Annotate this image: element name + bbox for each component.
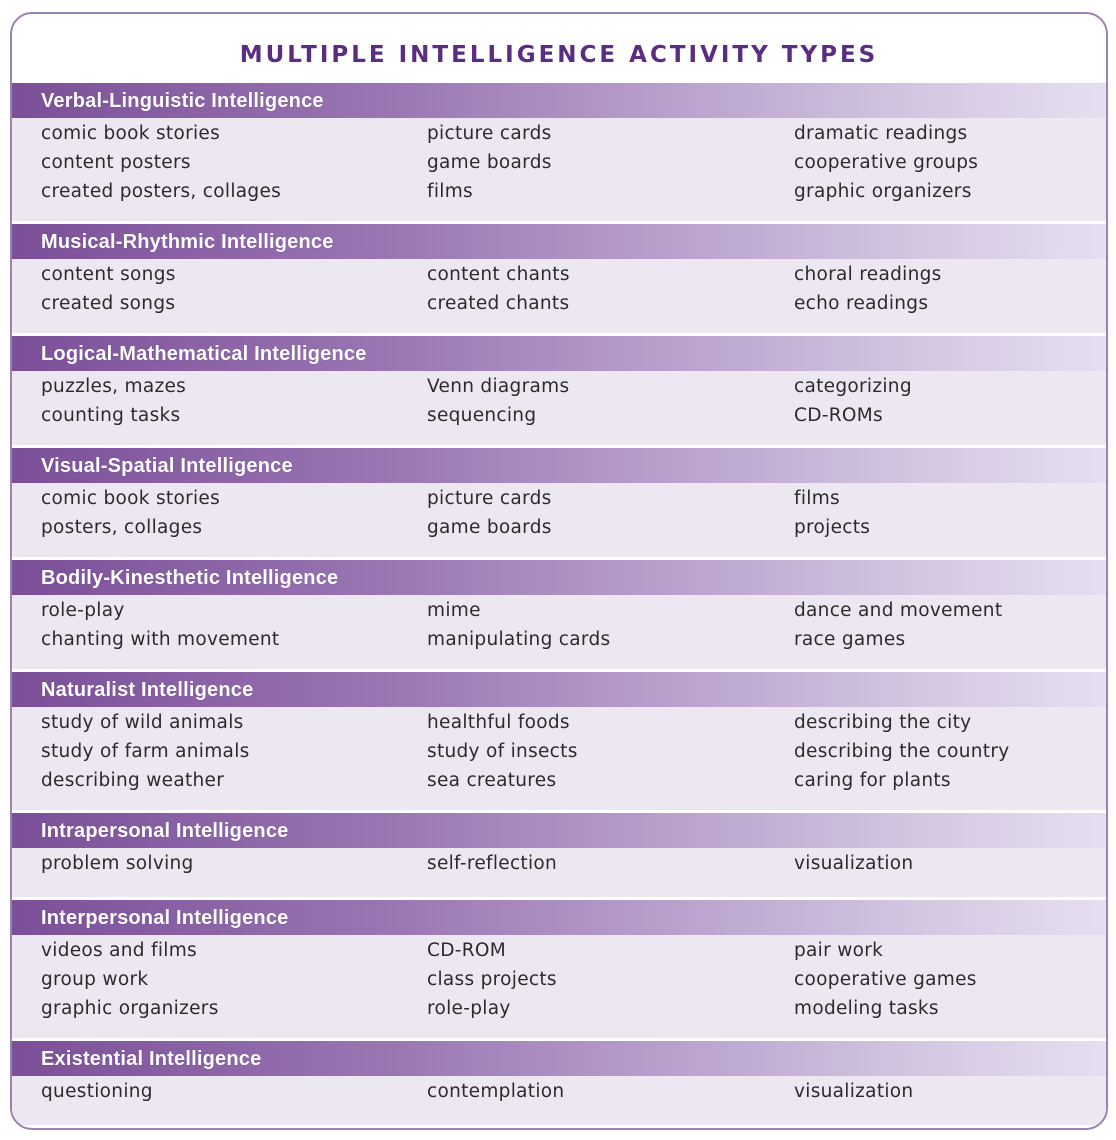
activity-item: videos and films	[41, 940, 197, 961]
intelligence-section	[12, 1041, 1106, 1125]
intelligence-section	[12, 448, 1106, 557]
activity-item: comic book stories	[41, 123, 221, 144]
activity-item: projects	[794, 517, 871, 538]
intelligence-section	[12, 900, 1106, 1038]
activity-item: study of wild animals	[41, 712, 244, 733]
section-header: Naturalist Intelligence	[12, 672, 1106, 707]
activity-item: pair work	[794, 940, 884, 961]
activity-item: posters, collages	[41, 517, 203, 538]
section-header: Musical-Rhythmic Intelligence	[12, 224, 1106, 259]
section-header: Interpersonal Intelligence	[12, 900, 1106, 935]
section-body	[12, 707, 1106, 810]
activity-row	[12, 708, 1106, 737]
activity-item: visualization	[794, 853, 914, 874]
activity-item: CD-ROM	[427, 940, 507, 961]
intelligence-section	[12, 672, 1106, 810]
activity-item: game boards	[427, 517, 552, 538]
activity-item: visualization	[794, 1081, 914, 1102]
activity-item: problem solving	[41, 853, 194, 874]
activity-item: content chants	[427, 264, 570, 285]
activity-item: cooperative games	[794, 969, 977, 990]
activity-item: dance and movement	[794, 600, 1003, 621]
intelligence-section	[12, 813, 1106, 897]
activity-item: echo readings	[794, 293, 929, 314]
activity-row	[12, 289, 1106, 318]
activity-item: graphic organizers	[794, 181, 972, 202]
section-body	[12, 118, 1106, 221]
intelligence-section	[12, 336, 1106, 445]
activity-row	[12, 148, 1106, 177]
activity-item: categorizing	[794, 376, 912, 397]
section-body	[12, 259, 1106, 333]
activity-row	[12, 513, 1106, 542]
section-body	[12, 371, 1106, 445]
activity-item: race games	[794, 629, 906, 650]
activity-item: picture cards	[427, 488, 552, 509]
activity-row	[12, 936, 1106, 965]
activity-item: dramatic readings	[794, 123, 968, 144]
activity-row	[12, 994, 1106, 1023]
activity-row	[12, 484, 1106, 513]
activity-row	[12, 372, 1106, 401]
activity-item: content songs	[41, 264, 176, 285]
intelligence-section	[12, 560, 1106, 669]
activity-row	[12, 596, 1106, 625]
activity-row	[12, 766, 1106, 795]
activity-item: manipulating cards	[427, 629, 611, 650]
section-body	[12, 935, 1106, 1038]
activity-item: created songs	[41, 293, 176, 314]
activity-item: group work	[41, 969, 149, 990]
activity-item: class projects	[427, 969, 557, 990]
section-header: Existential Intelligence	[12, 1041, 1106, 1076]
activity-item: questioning	[41, 1081, 153, 1102]
activity-item: comic book stories	[41, 488, 221, 509]
activity-item: describing weather	[41, 770, 225, 791]
intelligence-section	[12, 224, 1106, 333]
activity-item: content posters	[41, 152, 191, 173]
activity-row	[12, 401, 1106, 430]
activity-item: CD-ROMs	[794, 405, 883, 426]
activity-item: puzzles, mazes	[41, 376, 187, 397]
activity-item: describing the country	[794, 741, 1010, 762]
page-title: MULTIPLE INTELLIGENCE ACTIVITY TYPES	[239, 42, 879, 68]
activity-row	[12, 1077, 1106, 1106]
section-header: Bodily-Kinesthetic Intelligence	[12, 560, 1106, 595]
activity-item: game boards	[427, 152, 552, 173]
section-header: Visual-Spatial Intelligence	[12, 448, 1106, 483]
activity-item: contemplation	[427, 1081, 565, 1102]
section-header: Verbal-Linguistic Intelligence	[12, 83, 1106, 118]
activity-item: role-play	[427, 998, 511, 1019]
activity-item: created posters, collages	[41, 181, 282, 202]
activity-item: created chants	[427, 293, 570, 314]
activity-item: caring for plants	[794, 770, 951, 791]
activity-item: study of insects	[427, 741, 578, 762]
activity-types-table	[10, 12, 1108, 1130]
activity-row	[12, 119, 1106, 148]
sections-container	[12, 83, 1106, 1125]
activity-item: mime	[427, 600, 481, 621]
activity-item: sequencing	[427, 405, 537, 426]
activity-row	[12, 260, 1106, 289]
activity-row	[12, 965, 1106, 994]
activity-item: modeling tasks	[794, 998, 939, 1019]
activity-row	[12, 737, 1106, 766]
activity-row	[12, 849, 1106, 878]
activity-item: role-play	[41, 600, 125, 621]
section-body	[12, 848, 1106, 897]
activity-item: films	[794, 488, 840, 509]
activity-row	[12, 625, 1106, 654]
activity-item: cooperative groups	[794, 152, 979, 173]
section-header: Intrapersonal Intelligence	[12, 813, 1106, 848]
activity-item: chanting with movement	[41, 629, 280, 650]
activity-item: choral readings	[794, 264, 942, 285]
activity-item: self-reflection	[427, 853, 558, 874]
activity-row	[12, 177, 1106, 206]
activity-item: graphic organizers	[41, 998, 219, 1019]
section-body	[12, 483, 1106, 557]
section-body	[12, 1076, 1106, 1125]
activity-item: study of farm animals	[41, 741, 250, 762]
activity-item: counting tasks	[41, 405, 181, 426]
activity-item: picture cards	[427, 123, 552, 144]
activity-item: sea creatures	[427, 770, 557, 791]
intelligence-section	[12, 83, 1106, 221]
activity-item: describing the city	[794, 712, 972, 733]
activity-item: Venn diagrams	[427, 376, 570, 397]
section-header: Logical-Mathematical Intelligence	[12, 336, 1106, 371]
activity-item: healthful foods	[427, 712, 570, 733]
activity-item: films	[427, 181, 473, 202]
section-body	[12, 595, 1106, 669]
